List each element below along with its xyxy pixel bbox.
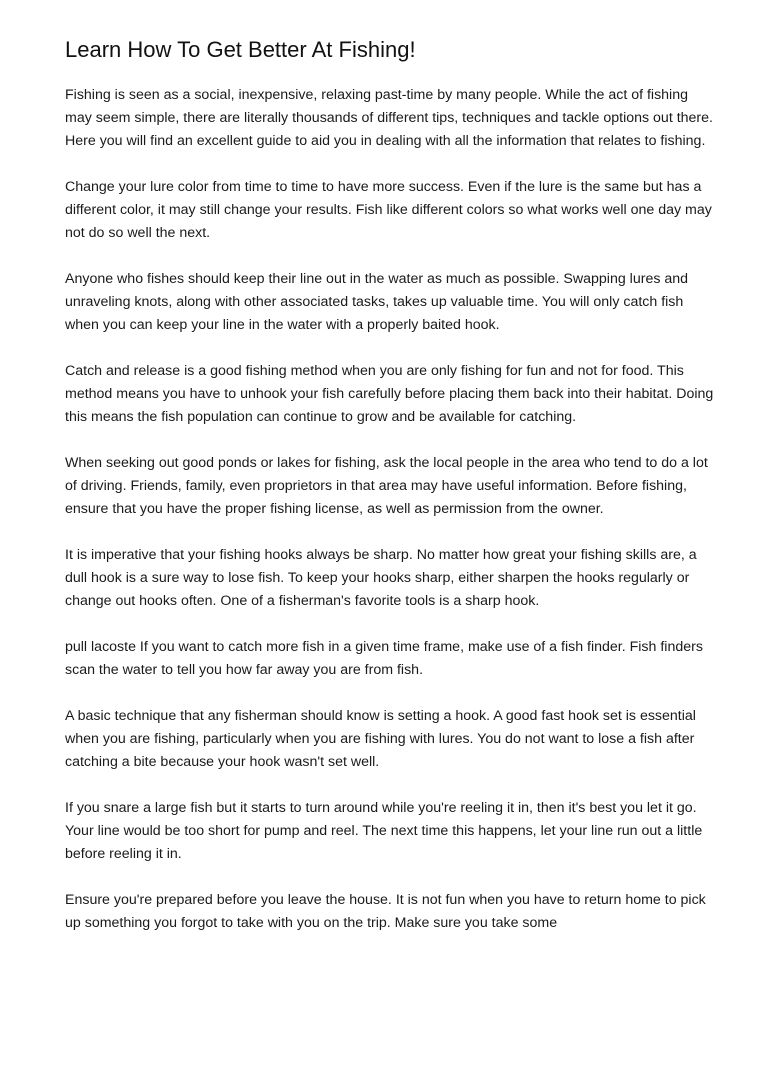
paragraph-ponds-lakes: When seeking out good ponds or lakes for fishing, ask the local people in the area who tend to do a lot of driving. Friends, family, even proprietors in that area may have useful information. Before fishing, ensure that you have the proper fishing license, as well as permission from the owner. [65, 455, 708, 517]
paragraph-catch-release: Catch and release is a good fishing method when you are only fishing for fun and not for food. This method means you have to unhook your fish carefully before placing them back into their habitat. Doing this means the fish population can continue to grow and be available for catching. [65, 363, 714, 425]
paragraph-prepared: Ensure you're prepared before you leave the house. It is not fun when you have to return home to pick up something you forgot to take with you on the trip. Make sure you take some [65, 892, 706, 931]
paragraph-line-in-water: Anyone who fishes should keep their line out in the water as much as possible. Swapping lures and unraveling knots, along with other associated tasks, takes up valuable time. You will only catch fish when you can keep your line in the water with a properly baited hook. [65, 271, 689, 333]
paragraph-large-fish: If you snare a large fish but it starts to turn around while you're reeling it in, then it's best you let it go. Your line would be too short for pump and reel. The next time this happens, let your line run out a little before reeling it in. [65, 800, 703, 862]
paragraph-intro: Fishing is seen as a social, inexpensive, relaxing past-time by many people. While the act of fishing may seem simple, there are literally thousands of different tips, techniques and tackle options out there. Here you will find an excellent guide to aid you in dealing with all the information that relates to fishing. [65, 87, 713, 149]
paragraph-hook-set: A basic technique that any fisherman should know is setting a hook. A good fast hook set is essential when you are fishing, particularly when you are fishing with lures. You do not want to lose a fish after catching a bite because your hook wasn't set well. [65, 708, 696, 770]
paragraph-fish-finder: pull lacoste If you want to catch more fish in a given time frame, make use of a fish finder. Fish finders scan the water to tell you how far away you are from fish. [65, 639, 703, 678]
paragraph-sharp-hooks: It is imperative that your fishing hooks always be sharp. No matter how great your fishing skills are, a dull hook is a sure way to lose fish. To keep your hooks sharp, either sharpen the hooks regularly or change out hooks often. One of a fisherman's favorite tools is a sharp hook. [65, 547, 697, 609]
document-title: Learn How To Get Better At Fishing! [65, 37, 416, 62]
paragraph-lure-color: Change your lure color from time to time to have more success. Even if the lure is the same but has a different color, it may still change your results. Fish like different colors so what works well one day may not do so well the next. [65, 179, 712, 241]
document-page [65, 36, 715, 958]
